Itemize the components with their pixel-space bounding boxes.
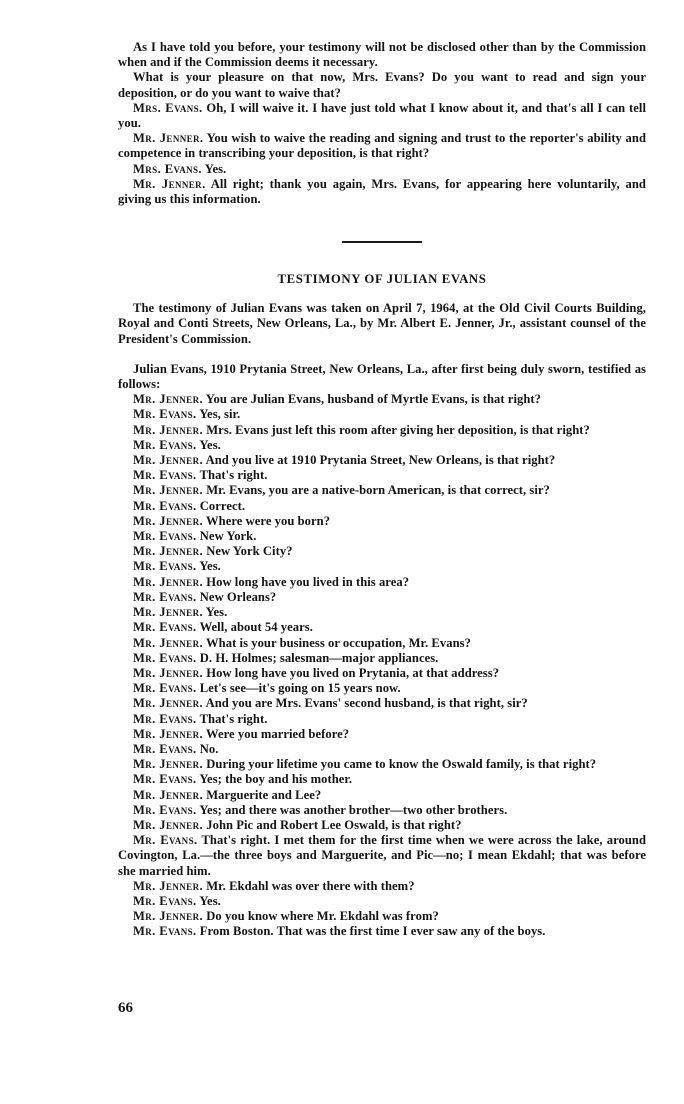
speaker-label: Mr. Jenner. <box>133 392 204 407</box>
paragraph-text: New York. <box>199 529 257 544</box>
paragraph <box>118 833 646 879</box>
speaker-label: Mr. Evans. <box>133 559 197 574</box>
speaker-label: Mr. Evans. <box>133 620 197 635</box>
paragraph <box>118 468 646 483</box>
paragraph-text: Yes. <box>205 605 228 620</box>
speaker-label: Mrs. Evans. <box>133 161 202 176</box>
paragraph <box>118 636 646 651</box>
paragraph <box>118 590 646 605</box>
speaker-label: Mr. Jenner. <box>133 453 204 468</box>
paragraph-text: You wish to waive the reading and signing and trust to the reporter's ability and competence in transcribing your deposition, is that right? <box>118 131 646 161</box>
paragraph-text: That's right. <box>199 468 268 483</box>
paragraph-text: Were you married before? <box>206 726 350 741</box>
paragraph <box>118 681 646 696</box>
speaker-label: Mr. Evans. <box>133 437 197 452</box>
paragraph-text: Yes, sir. <box>199 407 241 422</box>
paragraph-text: New York City? <box>206 544 293 559</box>
paragraph <box>118 362 646 392</box>
paragraph-text: How long have you lived in this area? <box>206 574 410 589</box>
intro-paragraph: The testimony of Julian Evans was taken on April 7, 1964, at the Old Civil Courts Building, Royal and Conti Streets, New Orleans, La., by Mr. Albert E. Jenner, Jr., assistant counsel of the President's Commission. <box>118 301 646 346</box>
paragraph <box>118 696 646 711</box>
paragraph-text: During your lifetime you came to know the Oswald family, is that right? <box>206 757 597 772</box>
paragraph <box>118 483 646 498</box>
speaker-label: Mr. Jenner. <box>133 605 204 620</box>
paragraph <box>118 742 646 757</box>
paragraph-text: Do you know where Mr. Ekdahl was from? <box>206 909 439 924</box>
speaker-label: Mr. Jenner. <box>133 817 204 832</box>
speaker-label: Mr. Evans. <box>133 772 197 787</box>
paragraph-text: Marguerite and Lee? <box>206 787 322 802</box>
speaker-label: Mr. Evans. <box>133 589 197 604</box>
paragraph <box>118 423 646 438</box>
paragraph <box>118 575 646 590</box>
paragraph-text: Yes. <box>204 161 227 176</box>
speaker-label: Mr. Evans. <box>133 468 197 483</box>
speaker-label: Mr. Jenner. <box>133 757 204 772</box>
paragraph-text: Well, about 54 years. <box>199 620 313 635</box>
section-divider <box>342 241 422 243</box>
paragraph-text: And you are Mrs. Evans' second husband, is that right, sir? <box>205 696 528 711</box>
speaker-label: Mr. Jenner. <box>133 131 204 146</box>
speaker-label: Mr. Evans. <box>133 833 198 848</box>
paragraph <box>118 894 646 909</box>
paragraph-text: What is your pleasure on that now, Mrs. Evans? Do you want to read and sign your deposition, or do you want to waive that? <box>118 70 646 100</box>
paragraph <box>118 544 646 559</box>
speaker-label: Mr. Jenner. <box>133 176 206 191</box>
paragraph-text: Julian Evans, 1910 Prytania Street, New Orleans, La., after first being duly sworn, testified as follows: <box>118 361 646 392</box>
speaker-label: Mr. Jenner. <box>133 878 204 893</box>
paragraph-text: From Boston. That was the first time I ever saw any of the boys. <box>199 924 546 939</box>
paragraph <box>118 453 646 468</box>
speaker-label: Mrs. Evans. <box>133 100 203 115</box>
speaker-label: Mr. Evans. <box>133 802 197 817</box>
speaker-label: Mr. Evans. <box>133 893 197 908</box>
paragraph <box>118 605 646 620</box>
paragraph-text: Correct. <box>199 498 246 513</box>
paragraph <box>118 803 646 818</box>
paragraph-text: Oh, I will waive it. I have just told what I know about it, and that's all I can tell you. <box>118 100 646 131</box>
paragraph-text: What is your business or occupation, Mr. Evans? <box>206 635 471 650</box>
paragraph <box>118 407 646 422</box>
paragraph <box>118 924 646 939</box>
paragraph <box>118 40 646 70</box>
paragraph <box>118 727 646 742</box>
paragraph-text: Where were you born? <box>206 513 331 528</box>
paragraph-text: No. <box>199 741 219 756</box>
paragraph-text: That's right. <box>199 711 268 726</box>
speaker-label: Mr. Jenner. <box>133 696 204 711</box>
paragraph <box>118 438 646 453</box>
speaker-label: Mr. Evans. <box>133 924 197 939</box>
paragraph <box>118 499 646 514</box>
paragraph <box>118 788 646 803</box>
paragraph-text: Mr. Evans, you are a native-born American, is that correct, sir? <box>206 483 550 498</box>
paragraph <box>118 879 646 894</box>
paragraph <box>118 177 646 207</box>
paragraph-text: Yes. <box>199 559 221 574</box>
paragraph <box>118 529 646 544</box>
paragraph <box>118 162 646 177</box>
paragraph <box>118 70 646 100</box>
paragraph-text: Yes. <box>199 437 221 452</box>
paragraph-text: Let's see—it's going on 15 years now. <box>199 681 401 696</box>
document-page <box>118 40 646 940</box>
speaker-label: Mr. Jenner. <box>133 574 204 589</box>
paragraph-text: As I have told you before, your testimony will not be disclosed other than by the Commission when and if the Commission deems it necessary. <box>118 40 646 70</box>
speaker-label: Mr. Jenner. <box>133 787 204 802</box>
speaker-label: Mr. Evans. <box>133 529 197 544</box>
paragraph-text: Yes; the boy and his mother. <box>199 772 353 787</box>
paragraph <box>118 757 646 772</box>
paragraph <box>118 772 646 787</box>
speaker-label: Mr. Jenner. <box>133 909 204 924</box>
paragraph-text: Yes; and there was another brother—two other brothers. <box>199 802 508 817</box>
paragraph <box>118 666 646 681</box>
paragraph-text: New Orleans? <box>199 589 277 604</box>
paragraph <box>118 818 646 833</box>
paragraph <box>118 514 646 529</box>
paragraph <box>118 392 646 407</box>
speaker-label: Mr. Evans. <box>133 407 197 422</box>
paragraph <box>118 559 646 574</box>
page-number: 66 <box>118 1000 133 1016</box>
paragraph <box>118 712 646 727</box>
intro-section <box>118 301 646 347</box>
paragraph-text: That's right. I met them for the first time when we were across the lake, around Covington, La.—the three boys and Marguerite, and Pic—no; I mean Ekdahl; that was before she married him. <box>118 833 647 878</box>
paragraph-text: All right; thank you again, Mrs. Evans, for appearing here voluntarily, and giving us this information. <box>118 176 646 207</box>
paragraph <box>118 101 646 131</box>
speaker-label: Mr. Jenner. <box>133 665 204 680</box>
paragraph <box>118 909 646 924</box>
continued-deposition-section <box>118 40 646 207</box>
paragraph-text: Mrs. Evans just left this room after giving her deposition, is that right? <box>206 422 590 437</box>
paragraph-text: Yes. <box>199 893 221 908</box>
speaker-label: Mr. Evans. <box>133 681 197 696</box>
speaker-label: Mr. Evans. <box>133 711 197 726</box>
speaker-label: Mr. Evans. <box>133 741 197 756</box>
paragraph <box>118 620 646 635</box>
paragraph-text: And you live at 1910 Prytania Street, New Orleans, is that right? <box>205 453 556 468</box>
speaker-label: Mr. Evans. <box>133 650 197 665</box>
paragraph-text: Mr. Ekdahl was over there with them? <box>206 878 415 893</box>
speaker-label: Mr. Jenner. <box>133 513 204 528</box>
speaker-label: Mr. Jenner. <box>133 483 204 498</box>
speaker-label: Mr. Jenner. <box>133 726 204 741</box>
speaker-label: Mr. Evans. <box>133 498 197 513</box>
paragraph-text: How long have you lived on Prytania, at that address? <box>206 665 500 680</box>
paragraph <box>118 131 646 161</box>
speaker-label: Mr. Jenner. <box>133 422 204 437</box>
paragraph-text: D. H. Holmes; salesman—major appliances. <box>199 650 439 665</box>
testimony-section <box>118 362 646 940</box>
section-heading: TESTIMONY OF JULIAN EVANS <box>277 272 487 287</box>
paragraph <box>118 651 646 666</box>
speaker-label: Mr. Jenner. <box>133 635 204 650</box>
speaker-label: Mr. Jenner. <box>133 544 204 559</box>
paragraph-text: You are Julian Evans, husband of Myrtle Evans, is that right? <box>205 392 541 407</box>
paragraph-text: John Pic and Robert Lee Oswald, is that right? <box>206 817 462 832</box>
